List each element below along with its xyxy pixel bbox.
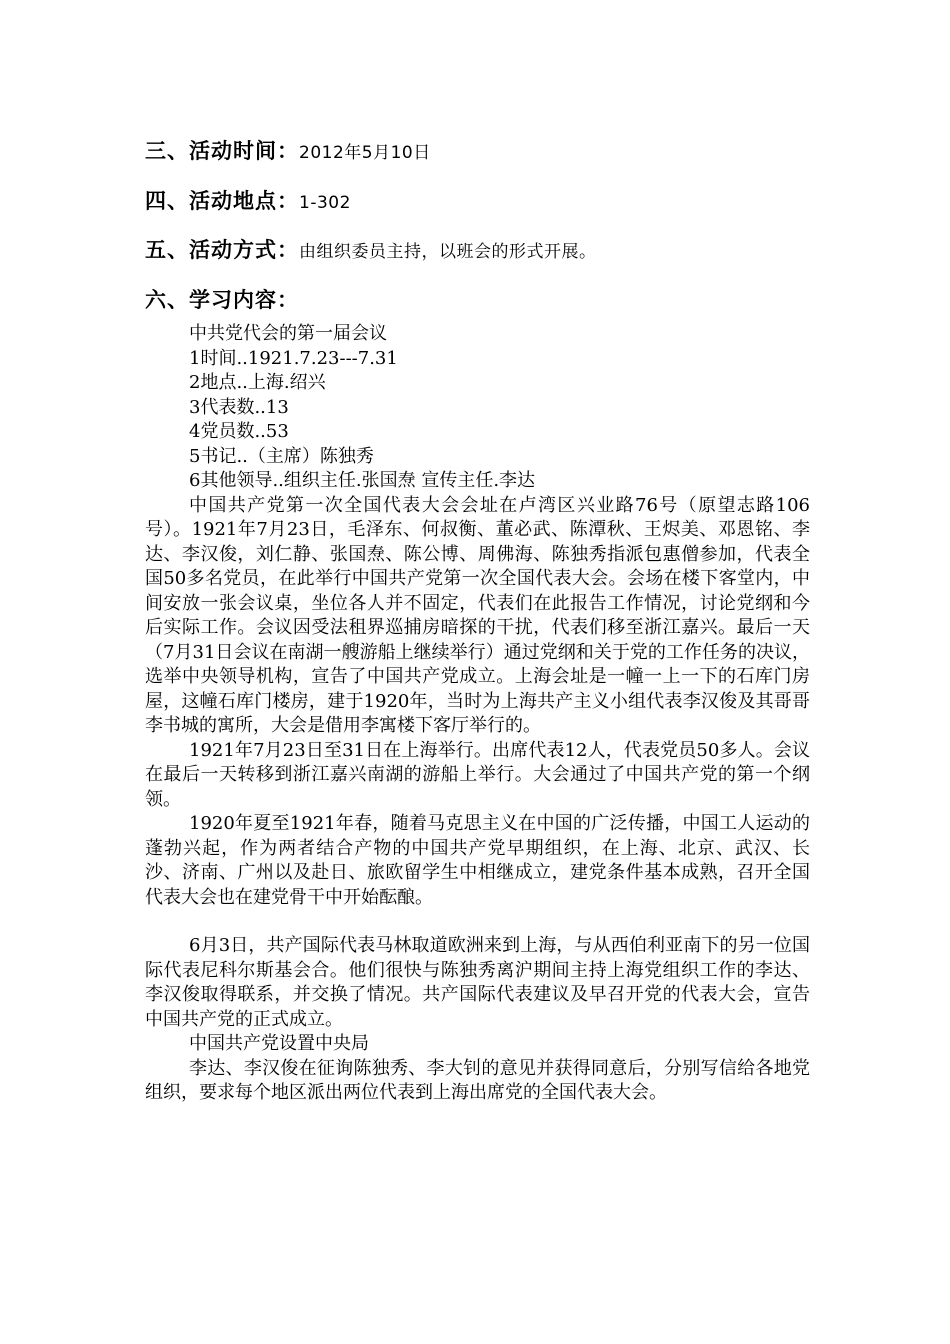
section-label: 五、活动方式： <box>145 238 299 262</box>
section-activity-time <box>145 136 845 168</box>
meeting-title: 中共党代会的第一届会议 <box>189 323 387 344</box>
meeting-fact-members: 4党员数..53 <box>189 421 289 442</box>
paragraph-comintern-arrival: 6月3日，共产国际代表马林取道欧洲来到上海，与从西伯利亚南下的另一位国际代表尼科尔斯基会合。他们很快与陈独秀离沪期间主持上海党组织工作的李达、李汉俊取得联系，并交换了情况。共产国际代表建议及早召开党的代表大会，宣告中国共产党的正式成立。 <box>145 935 810 1030</box>
meeting-fact-leaders: 6其他领导..组织主任.张国焘 宣传主任.李达 <box>189 470 536 491</box>
meeting-fact-time: 1时间..1921.7.23---7.31 <box>189 347 398 369</box>
section-study-content <box>145 285 845 317</box>
paragraph-site-history: 中国共产党第一次全国代表大会会址在卢湾区兴业路76号（原望志路106号）。1921年7月23日，毛泽东、何叔衡、董必武、陈潭秋、王烬美、邓恩铭、李达、李汉俊，刘仁静、张国焘、陈公博、周佛海、陈独秀指派包惠僧参加，代表全国50多名党员，在此举行中国共产党第一次全国代表大会。会场在楼下客堂内，中间安放一张会议桌，坐位各人并不固定，代表们在此报告工作情况，讨论党纲和今后实际工作。会议因受法租界巡捕房暗探的干扰，代表们移至浙江嘉兴。最后一天（7月31日会议在南湖一艘游船上继续举行）通过党纲和关于党的工作任务的决议，选举中央领导机构，宣告了中国共产党成立。上海会址是一幢一上一下的石库门房屋，这幢石库门楼房，建于1920年，当时为上海共产主义小组代表李汉俊及其哥哥李书城的寓所，大会是借用李寓楼下客厅举行的。 <box>145 494 810 736</box>
paragraph-meeting-summary: 1921年7月23日至31日在上海举行。出席代表12人，代表党员50多人。会议在最后一天转移到浙江嘉兴南湖的游船上举行。大会通过了中国共产党的第一个纲领。 <box>145 739 810 810</box>
meeting-fact-delegates: 3代表数..13 <box>189 396 289 418</box>
paragraph-founding-background: 1920年夏至1921年春，随着马克思主义在中国的广泛传播，中国工人运动的蓬勃兴起，作为两者结合产物的中国共产党早期组织，在上海、北京、武汉、长沙、济南、广州以及赴日、旅欧留学生中相继成立，建党条件基本成熟，召开全国代表大会也在建党骨干中开始酝酿。 <box>145 813 810 908</box>
section-value: 1-302 <box>299 193 351 213</box>
paragraph-gap <box>145 910 810 934</box>
paragraph-delegate-invitation: 李达、李汉俊在征询陈独秀、李大钊的意见并获得同意后，分别写信给各地党组织，要求每个地区派出两位代表到上海出席党的全国代表大会。 <box>145 1057 810 1103</box>
section-activity-location <box>145 186 845 218</box>
section-value: 2012年5月10日 <box>299 143 431 163</box>
section-label: 三、活动时间： <box>145 139 299 163</box>
meeting-fact-location: 2地点..上海.绍兴 <box>189 372 326 393</box>
section-label: 六、学习内容： <box>145 288 299 312</box>
section-label: 四、活动地点： <box>145 189 299 213</box>
section-activity-method <box>145 235 845 267</box>
paragraph-central-bureau-title: 中国共产党设置中央局 <box>189 1033 369 1054</box>
section-value: 由组织委员主持，以班会的形式开展。 <box>299 242 597 262</box>
study-content-body <box>145 322 810 1106</box>
meeting-fact-secretary: 5书记..（主席）陈独秀 <box>189 445 374 467</box>
